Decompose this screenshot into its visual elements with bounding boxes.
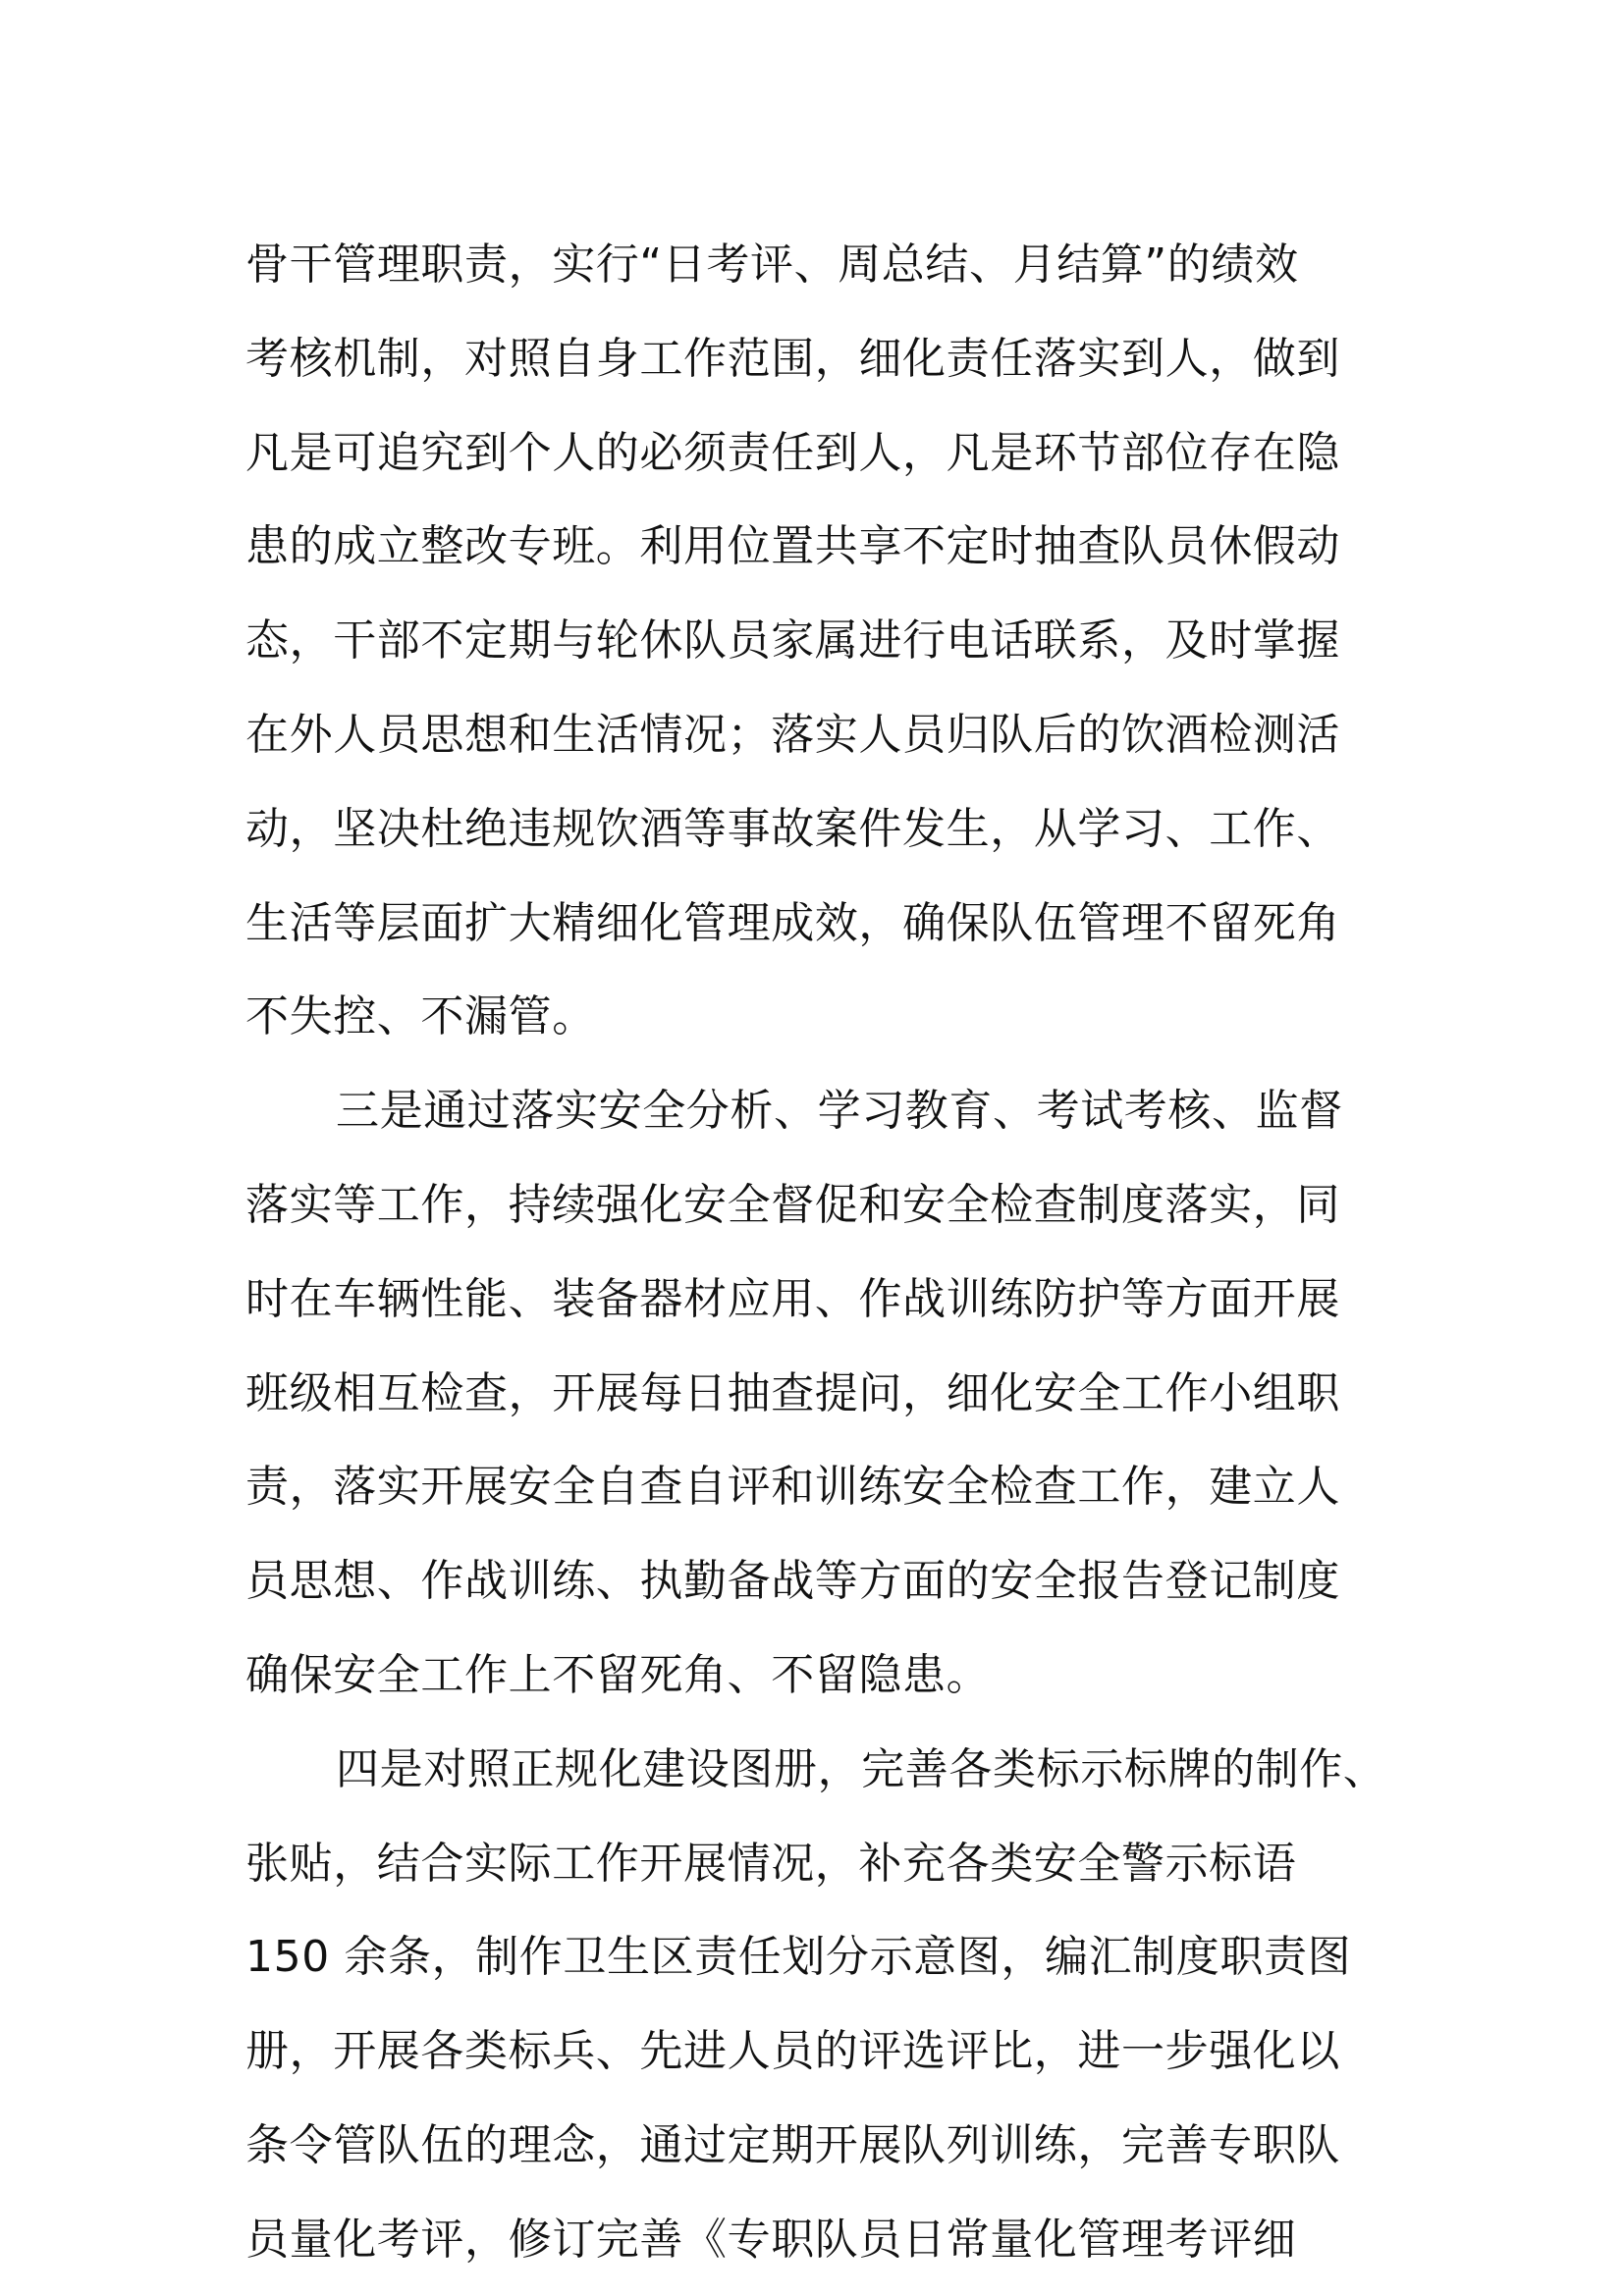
text-line: 骨干管理职责，实行“日考评、周总结、月结算”的绩效 [245,240,1299,290]
text-line: 患的成立整改专班。利用位置共享不定时抽查队员休假动 [245,521,1340,572]
text-line: 张贴，结合实际工作开展情况，补充各类安全警示标语 [245,1838,1297,1889]
text-line: 班级相互检查，开展每日抽查提问，细化安全工作小组职 [245,1367,1340,1418]
body-text [245,218,1394,2287]
text-line: 确保安全工作上不留死角、不留隐患。 [245,1649,991,1700]
text-line: 动，坚决杜绝违规饮酒等事故案件发生，从学习、工作、 [245,803,1340,854]
text-line: 落实等工作，持续强化安全督促和安全检查制度落实，同 [245,1179,1340,1230]
text-line: 册，开展各类标兵、先进人员的评选评比，进一步强化以 [245,2026,1340,2077]
text-line: 凡是可追究到个人的必须责任到人，凡是环节部位存在隐 [245,427,1340,478]
text-line: 条令管队伍的理念，通过定期开展队列训练，完善专职队 [245,2119,1340,2170]
paragraph-start-line: 四是对照正规化建设图册，完善各类标示标牌的制作、 [336,1743,1387,1794]
paragraph-start-line: 三是通过落实安全分析、学习教育、考试考核、监督 [336,1086,1343,1137]
text-line: 在外人员思想和生活情况；落实人员归队后的饮酒检测活 [245,709,1340,760]
text-line: 考核机制，对照自身工作范围，细化责任落实到人，做到 [245,333,1340,384]
text-line: 责，落实开展安全自查自评和训练安全检查工作，建立人 [245,1462,1340,1513]
text-line: 态，干部不定期与轮休队员家属进行电话联系，及时掌握 [245,615,1340,667]
text-line: 生活等层面扩大精细化管理成效，确保队伍管理不留死角 [245,897,1340,948]
text-line: 员量化考评，修订完善《专职队员日常量化管理考评细 [245,2214,1297,2265]
text-line: 150 余条，制作卫生区责任划分示意图，编汇制度职责图 [245,1932,1352,1983]
text-line: 不失控、不漏管。 [245,991,596,1042]
text-line: 员思想、作战训练、执勤备战等方面的安全报告登记制度 [245,1556,1340,1607]
text-line: 时在车辆性能、装备器材应用、作战训练防护等方面开展 [245,1273,1340,1324]
